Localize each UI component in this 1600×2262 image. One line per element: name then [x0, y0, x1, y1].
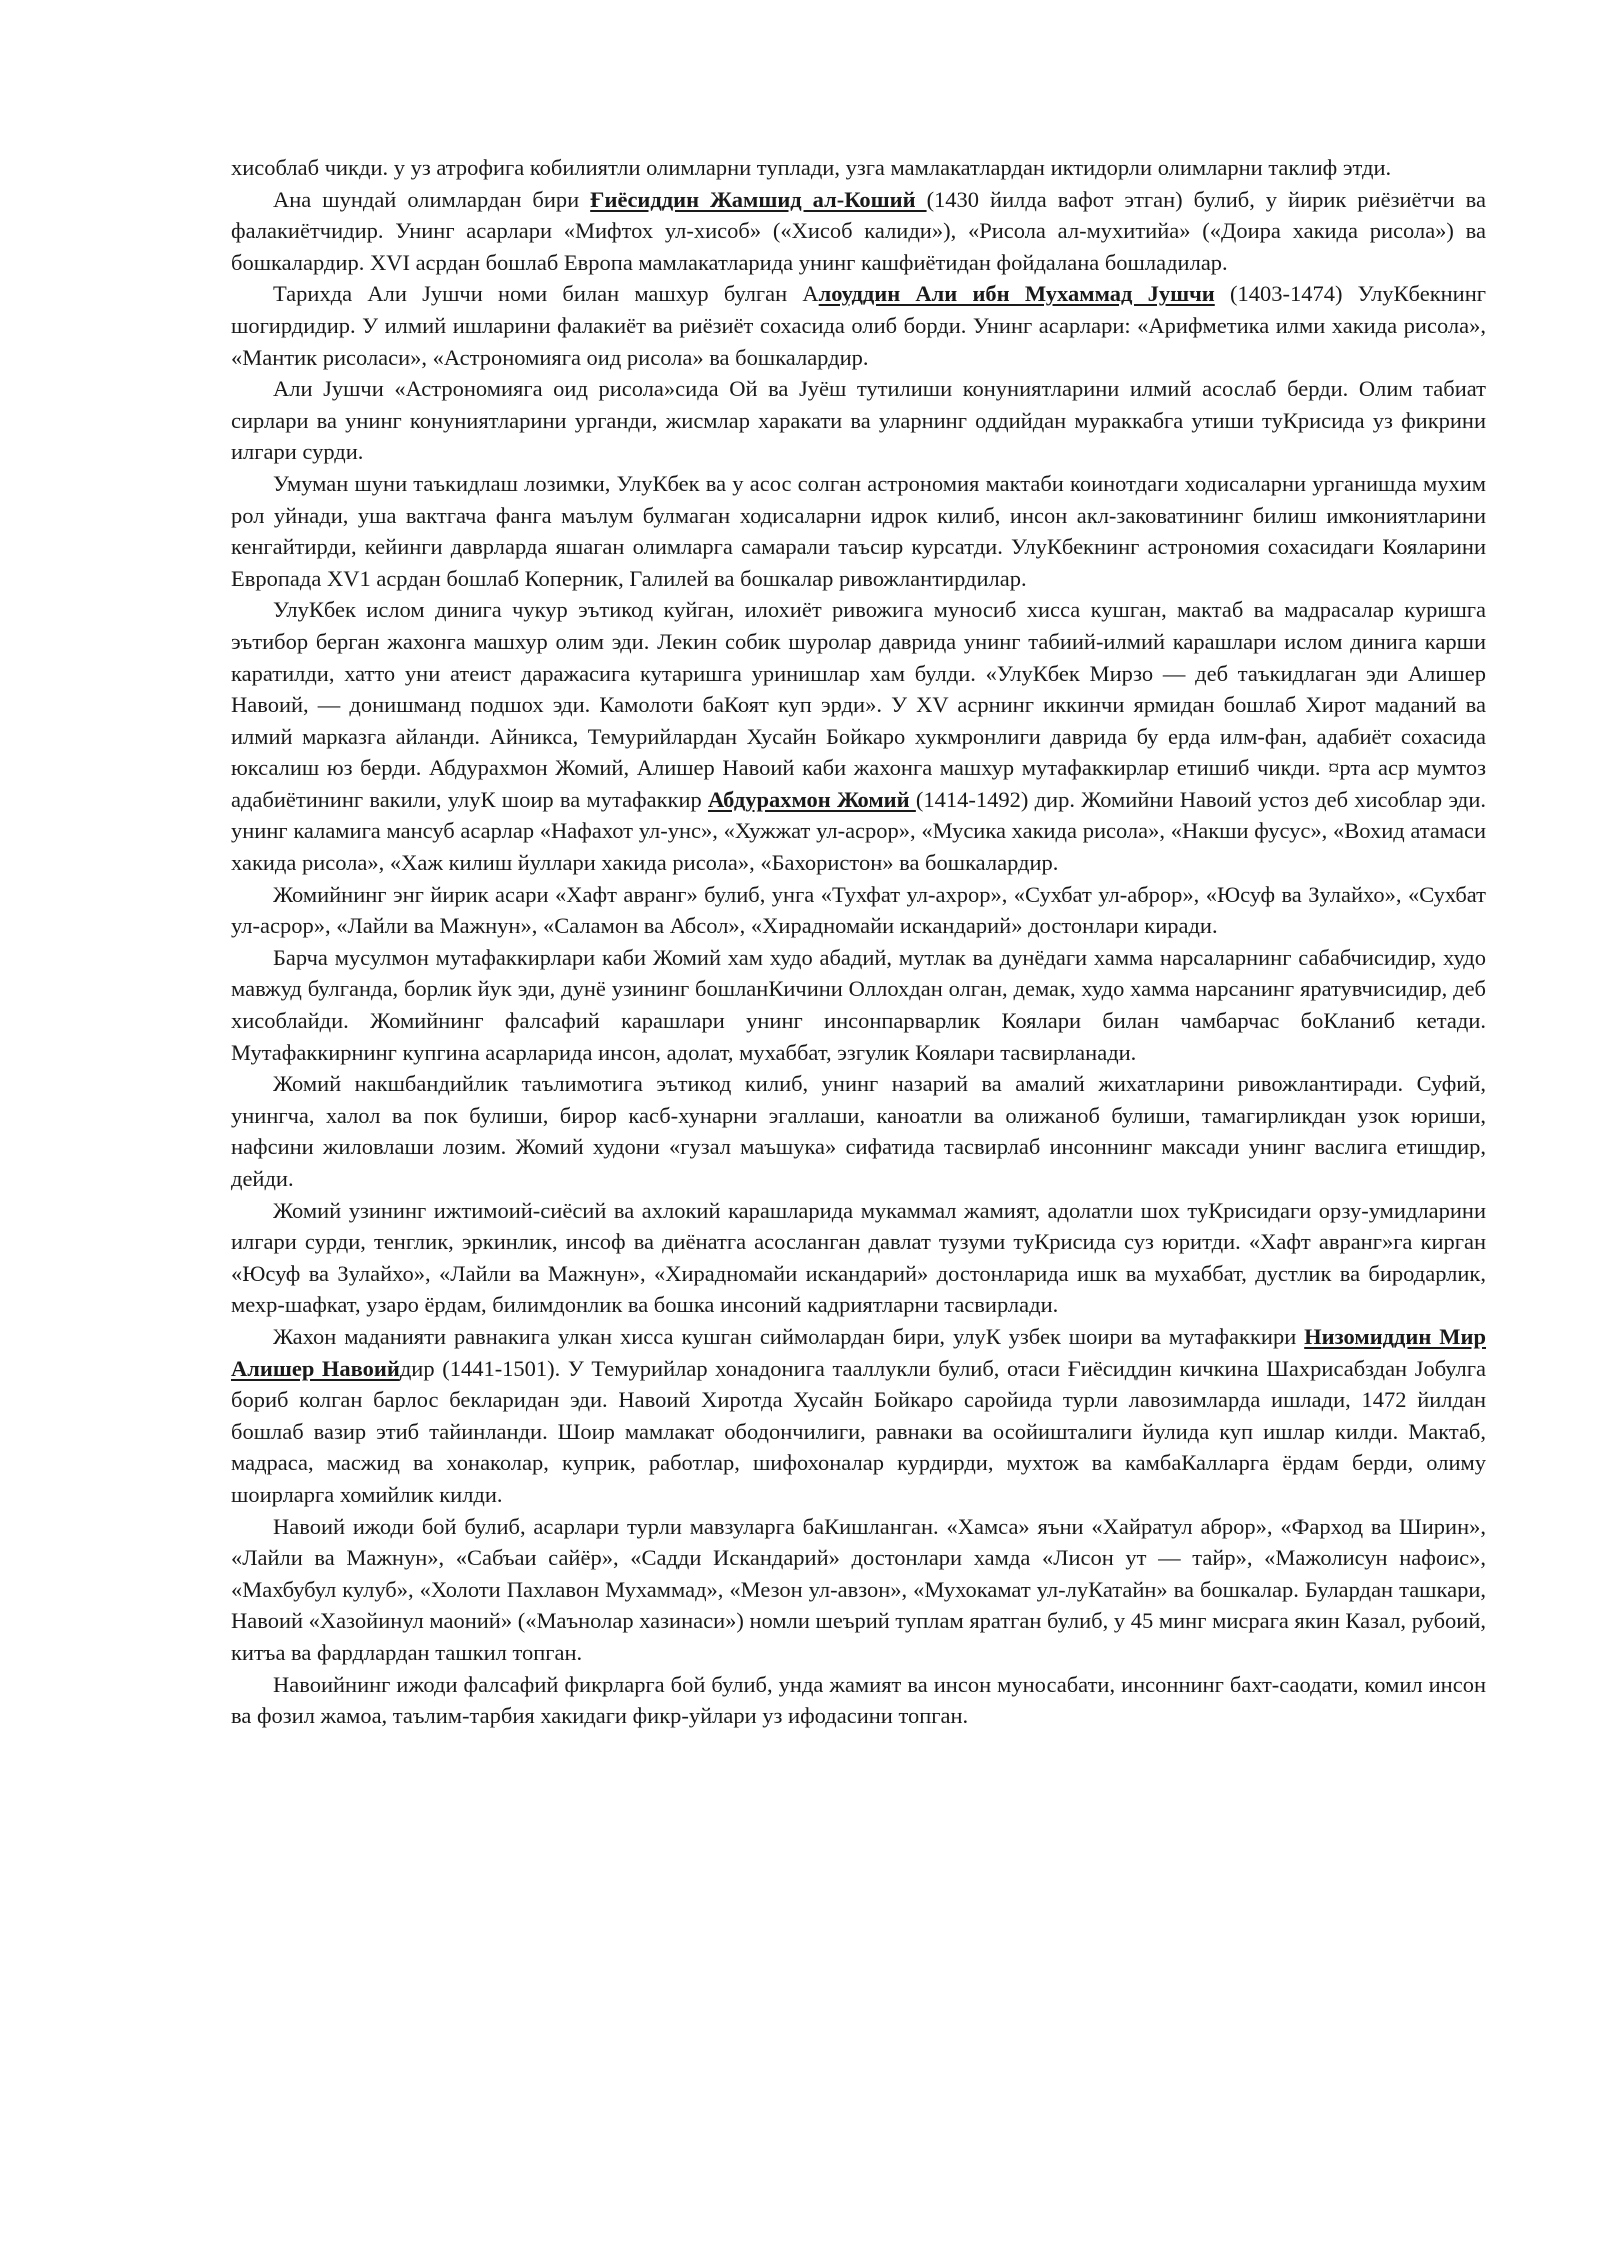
- paragraph: [231, 1195, 1486, 1321]
- paragraph: [231, 184, 1486, 279]
- paragraph-text: Али Јушчи «Астрономияга оид рисола»сида Ой ва Јуёш тутилиши конуниятларини илмий асослаб берди. Олим табиат сирлари ва унинг конуниятларини урганди, жисмлар харакати ва уларнинг оддийдан мураккабга утиши туКрисида уз фикрини илгари сурди.: [231, 376, 1486, 465]
- paragraph-text: Жомий накшбандийлик таълимотига эътикод килиб, унинг назарий ва амалий жихатларини ривожлантиради. Суфий, унингча, халол ва пок булиши, бирор касб-хунарни эгаллаши, каноатли ва олижаноб булиши, тамагирликдан узок юриши, нафсини жиловлаши лозим. Жомий худони «гузал маъшука» сифатида тасвирлаб инсоннинг максади унинг васлига етишдир, дейди.: [231, 1071, 1486, 1191]
- paragraph-text: (1414-1492) дир. Жомийни Навоий устоз деб хисоблар эди. унинг каламига мансуб асарлар «Нафахот ул-унс», «Хужжат ул-асрор», «Мусика хакида рисола», «Накши фусус», «Вохид атамаси хакида рисола», «Хаж килиш йуллари хакида рисола», «Бахористон» ва бошкалардир.: [231, 786, 1487, 876]
- paragraph: [231, 468, 1486, 594]
- paragraph-text: Барча мусулмон мутафаккирлари каби Жомий хам худо абадий, мутлак ва дунёдаги хамма нарсаларнинг сабабчисидир, худо мавжуд булганда, борлик йук эди, дунё узининг бошланКичини Оллохдан олган, демак, худо хамма нарсанинг яратувчисидир, деб хисоблайди. Жомийнинг фалсафий карашлари унинг инсонпарварлик Коялари билан чамбарчас боКланиб кетади. Мутафаккирнинг купгина асарларида инсон, адолат, мухаббат, эзгулик Коялари тасвирланади.: [231, 944, 1486, 1065]
- paragraph-text: Жомий узининг ижтимоий-сиёсий ва ахлокий карашларида мукаммал жамият, адолатли шох туКрисидаги орзу-умидларини илгари сурди, тенглик, эркинлик, инсоф ва диёнатга асосланган давлат тузуми туКрисида суз юритди. «Хафт авранг»га кирган «Юсуф ва Зулайхо», «Лайли ва Мажнун», «Хирадномайи искандарий» достонларида ишк ва мухаббат, дустлик ва биродарлик, мехр-шафкат, узаро ёрдам, билимдонлик ва бошка инсоний кадриятларни тасвирлади.: [231, 1197, 1486, 1318]
- paragraph-text: Тарихда Али Јушчи номи билан машхур булган А: [273, 281, 819, 307]
- paragraph-text: Навоийнинг ижоди фалсафий фикрларга бой булиб, унда жамият ва инсон муносабати, инсоннинг бахт-саодати, комил инсон ва фозил жамоа, таълим-тарбия хакидаги фикр-уйлари уз ифодасини топган.: [231, 1671, 1486, 1729]
- paragraph: [231, 152, 1486, 184]
- paragraph: [231, 594, 1486, 878]
- paragraph: [231, 879, 1486, 942]
- document-page: [231, 152, 1486, 1732]
- paragraph-text: хисоблаб чикди. у уз атрофига кобилиятли олимларни туплади, узга мамлакатлардан иктидорли олимларни таклиф этди.: [231, 155, 1392, 180]
- paragraph-text: дир (1441-1501). У Темурийлар хонадонига тааллукли булиб, отаси Ғиёсиддин кичкина Шахрисабздан Јобулга бориб колган барлос бекларидан эди. Навоий Хиротда Хусайн Бойкаро саройида турли лавозимларда ишлади, 1472 йилдан бошлаб вазир этиб тайинланди. Шоир мамлакат ободончилиги, равнаки ва осойишталиги йулида куп ишлар килди. Мактаб, мадраса, масжид ва хонаколар, куприк, работлар, шифохоналар курдирди, мухтож ва камбаКалларга ёрдам берди, олиму шоирларга хомийлик килди.: [231, 1355, 1486, 1507]
- paragraph: [231, 1068, 1486, 1194]
- paragraph: [231, 1321, 1486, 1511]
- paragraph-text: Жахон маданияти равнакига улкан хисса кушган сиймолардан бири, улуК узбек шоири ва мутафаккири: [273, 1323, 1305, 1349]
- paragraph-text: (1430 йилда вафот этган) булиб, у йирик риёзиётчи ва фалакиётчидир. Унинг асарлари «Мифтох ул-хисоб» («Хисоб калиди»), «Рисола ал-мухитийа» («Доира хакида рисола») ва бошкалардир. XVI асрдан бошлаб Европа мамлакатларида унинг кашфиётидан фойдалана бошладилар.: [231, 186, 1486, 275]
- paragraph-text: Ана шундай олимлардан бири: [273, 186, 591, 212]
- scholar-name: Абдурахмон Жомий: [708, 786, 916, 812]
- paragraph: [231, 278, 1486, 373]
- paragraph-text: Навоий ижоди бой булиб, асарлари турли мавзуларга баКишланган. «Хамса» яъни «Хайратул аброр», «Фарход ва Ширин», «Лайли ва Мажнун», «Сабъаи сайёр», «Садди Искандарий» достонлари хамда «Лисон ут — тайр», «Мажолисун нафоис», «Махбубул кулуб», «Холоти Пахлавон Мухаммад», «Мезон ул-авзон», «Мухокамат ул-луКатайн» ва бошкалар. Булардан ташкари, Навоий «Хазойинул маоний» («Маънолар хазинаси») номли шеърий туплам яратган булиб, у 45 минг мисрага якин Казал, рубоий, китъа ва фардлардан ташкил топган.: [231, 1513, 1486, 1665]
- paragraph-text: Умуман шуни таъкидлаш лозимки, УлуКбек ва у асос солган астрономия мактаби коинотдаги ходисаларни урганишда мухим рол уйнади, уша вактгача фанга маълум булмаган ходисаларни идрок килиб, инсон акл-заковатининг билиш имкониятларини кенгайтирди, кейинги даврларда яшаган олимларга самарали таъсир курсатди. УлуКбекнинг астрономия сохасидаги Кояларини Европада XV1 асрдан бошлаб Коперник, Галилей ва бошкалар ривожлантирдилар.: [231, 470, 1486, 591]
- paragraph-text: Жомийнинг энг йирик асари «Хафт авранг» булиб, унга «Тухфат ул-ахрор», «Сухбат ул-аброр», «Юсуф ва Зулайхо», «Сухбат ул-асрор», «Лайли ва Мажнун», «Саламон ва Абсол», «Хирадномайи искандарий» достонлари киради.: [231, 881, 1486, 939]
- paragraph-text: УлуКбек ислом динига чукур эътикод куйган, илохиёт ривожига муносиб хисса кушган, мактаб ва мадрасалар куришга эътибор берган жахонга машхур олим эди. Лекин собик шуролар даврида унинг табиий-илмий карашлари ислом динига карши каратилди, хатто уни атеист даражасига кутаришга уринишлар хам булди. «УлуКбек Мирзо — деб таъкидлаган эди Алишер Навоий, — донишманд подшох эди. Камолоти баКоят куп эрди». У XV асрнинг иккинчи ярмидан бошлаб Хирот маданий ва илмий марказга айланди. Айникса, Темурийлардан Хусайн Бойкаро хукмронлиги даврида бу ерда илм-фан, адабиёт сохасида юксалиш юз берди. Абдурахмон Жомий, Алишер Навоий каби жахонга машхур мутафаккирлар етишиб чикди. ¤рта аср мумтоз адабиётининг вакили, улуК шоир ва мутафаккир: [231, 597, 1486, 812]
- scholar-name: Ғиёсиддин Жамшид ал-Коший: [590, 186, 927, 212]
- paragraph: [231, 1511, 1486, 1669]
- paragraph: [231, 942, 1486, 1068]
- scholar-name: Низомиддин Мир Алишер Навоий: [231, 1323, 1486, 1381]
- paragraph: [231, 373, 1486, 468]
- paragraph-text: (1403-1474) УлуКбекнинг шогирдидир. У илмий ишларини фалакиёт ва риёзиёт сохасида олиб борди. Унинг асарлари: «Арифметика илми хакида рисола», «Мантик рисоласи», «Астрономияга оид рисола» ва бошкалардир.: [231, 281, 1486, 370]
- paragraph: [231, 1669, 1486, 1732]
- scholar-name: лоуддин Али ибн Мухаммад Јушчи: [818, 281, 1215, 307]
